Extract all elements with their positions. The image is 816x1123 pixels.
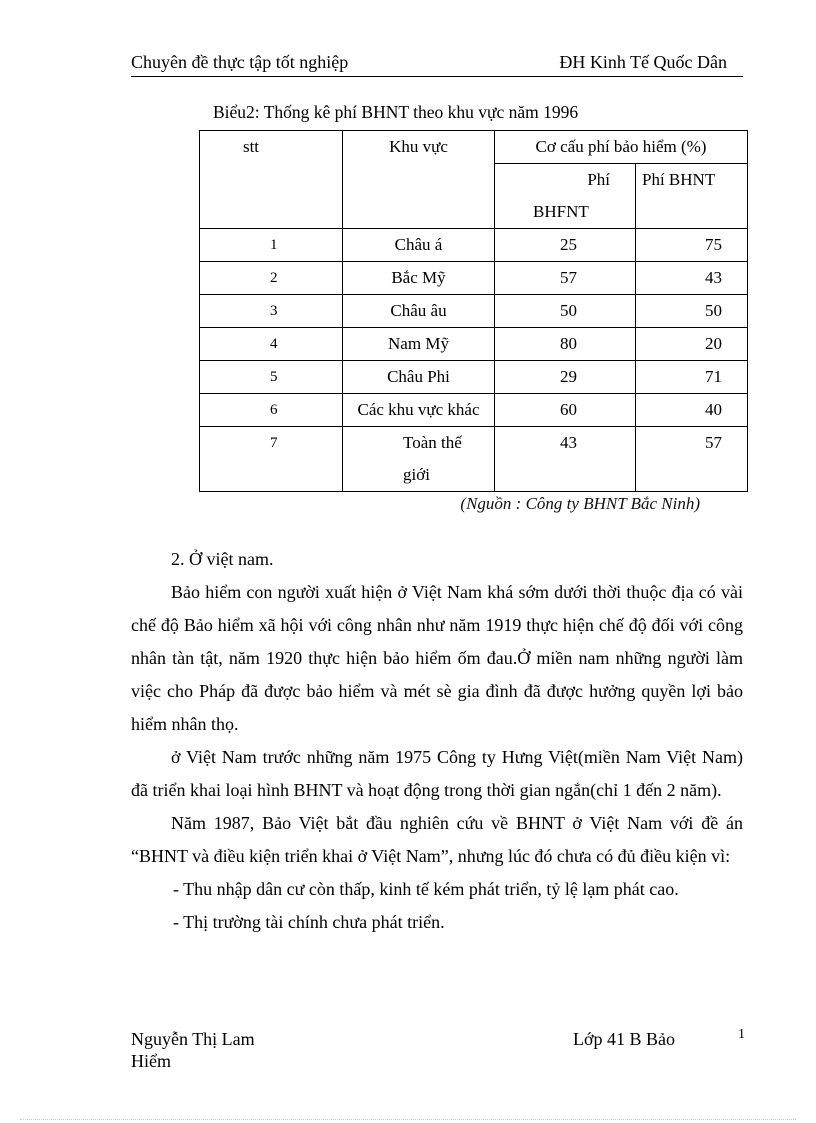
row-region: Châu Phi <box>343 361 495 394</box>
row-life: 50 <box>636 295 748 328</box>
row-life: 43 <box>636 262 748 295</box>
row-region-line1: Toàn thế <box>403 433 462 452</box>
header-divider <box>131 76 743 77</box>
header-left-title: Chuyên đề thực tập tốt nghiệp <box>131 52 349 72</box>
footer-author-line1: Nguyễn Thị Lam <box>131 1029 255 1049</box>
table-header-row <box>200 131 748 164</box>
row-region: Nam Mỹ <box>343 328 495 361</box>
row-region <box>343 427 495 492</box>
header-right-title: ĐH Kinh Tế Quốc Dân <box>559 52 727 72</box>
row-stt: 3 <box>200 295 343 328</box>
row-stt: 6 <box>200 394 343 427</box>
table-row <box>200 262 748 295</box>
row-life: 57 <box>636 427 748 492</box>
col-header-premium-structure: Cơ cấu phí bảo hiểm (%) <box>495 131 748 164</box>
page-bottom-border <box>20 1119 796 1120</box>
row-life: 75 <box>636 229 748 262</box>
table-row <box>200 229 748 262</box>
row-life: 20 <box>636 328 748 361</box>
page-number: 1 <box>738 1027 745 1042</box>
row-stt: 1 <box>200 229 343 262</box>
premium-structure-table <box>199 130 748 492</box>
list-item: - Thu nhập dân cư còn thấp, kinh tế kém phát triển, tỷ lệ lạm phát cao. <box>173 879 679 899</box>
footer-author <box>131 1028 255 1072</box>
row-non-life: 57 <box>495 262 636 295</box>
table-source: (Nguồn : Công ty BHNT Bắc Ninh) <box>460 494 700 513</box>
paragraph: ở Việt Nam trước những năm 1975 Công ty Hưng Việt(miền Nam Việt Nam) đã triển khai loại hình BHNT và hoạt động trong thời gian ngắn(chỉ 1 đến 2 năm). <box>131 747 743 800</box>
row-non-life: 43 <box>495 427 636 492</box>
table-row <box>200 295 748 328</box>
non-life-label-line2: BHFNT <box>533 202 589 221</box>
row-region-line2: giới <box>403 465 430 484</box>
row-non-life: 25 <box>495 229 636 262</box>
row-region: Châu âu <box>343 295 495 328</box>
footer-author-line2: Hiểm <box>131 1051 171 1071</box>
table-caption: Biểu2: Thống kê phí BHNT theo khu vực năm 1996 <box>213 102 579 122</box>
col-header-region: Khu vực <box>343 131 495 229</box>
col-header-life: Phí BHNT <box>636 164 748 229</box>
paragraph: Bảo hiểm con người xuất hiện ở Việt Nam khá sớm dưới thời thuộc địa có vài chế độ Bảo hiểm xã hội với công nhân như năm 1919 thực hiện chế độ đối với công nhân tàn tật, năm 1920 thực hiện bảo hiểm ốm đau.Ở miền nam những người làm việc cho Pháp đã được bảo hiểm và mét sè gia đình đã được hưởng quyền lợi bảo hiểm nhân thọ. <box>131 582 743 734</box>
section-title: 2. Ở việt nam. <box>171 549 274 569</box>
row-stt: 7 <box>200 427 343 492</box>
row-non-life: 29 <box>495 361 636 394</box>
row-life: 71 <box>636 361 748 394</box>
row-region: Các khu vực khác <box>343 394 495 427</box>
row-stt: 2 <box>200 262 343 295</box>
row-non-life: 80 <box>495 328 636 361</box>
table-row <box>200 427 748 492</box>
row-region: Bắc Mỹ <box>343 262 495 295</box>
table-row <box>200 394 748 427</box>
row-stt: 4 <box>200 328 343 361</box>
col-header-stt: stt <box>200 131 343 229</box>
row-non-life: 50 <box>495 295 636 328</box>
row-stt: 5 <box>200 361 343 394</box>
non-life-label-line1: Phí <box>587 170 610 189</box>
paragraph: Năm 1987, Bảo Việt bắt đầu nghiên cứu về BHNT ở Việt Nam với đề án “BHNT và điều kiện triển khai ở Việt Nam”, nhưng lúc đó chưa có đủ điều kiện vì: <box>131 813 743 866</box>
table-row <box>200 361 748 394</box>
row-region: Châu á <box>343 229 495 262</box>
table-row <box>200 328 748 361</box>
row-non-life: 60 <box>495 394 636 427</box>
body-content <box>131 543 743 939</box>
footer-class: Lớp 41 B Bảo <box>573 1029 676 1049</box>
col-header-non-life <box>495 164 636 229</box>
row-life: 40 <box>636 394 748 427</box>
list-item: - Thị trường tài chính chưa phát triển. <box>173 912 445 932</box>
